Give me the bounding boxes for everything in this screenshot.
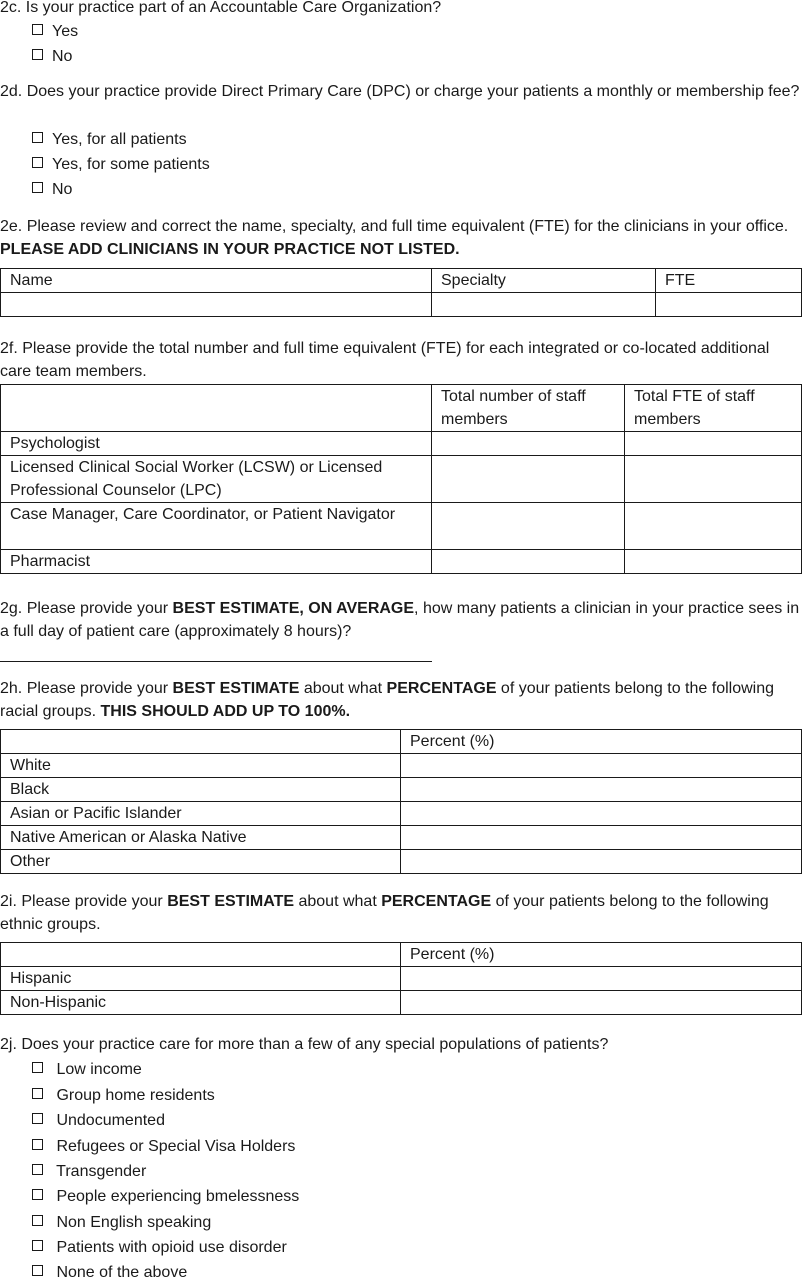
option-2j-transgender[interactable]: Transgender xyxy=(32,1160,146,1184)
percent-cell[interactable] xyxy=(401,850,802,874)
percent-cell[interactable] xyxy=(401,802,802,826)
percent-cell[interactable] xyxy=(401,967,802,991)
column-header: Total number of staff members xyxy=(432,385,625,432)
racial-groups-table xyxy=(0,729,802,874)
table-row xyxy=(1,778,802,802)
row-label: Asian or Pacific Islander xyxy=(1,802,401,826)
option-2j-homelessness[interactable]: People experiencing bmelessness xyxy=(32,1185,299,1209)
clinicians-table xyxy=(0,268,802,317)
option-2d-all[interactable]: Yes, for all patients xyxy=(32,128,187,152)
option-2j-non-english[interactable]: Non English speaking xyxy=(32,1211,211,1235)
option-2c-no[interactable]: No xyxy=(32,45,72,69)
checkbox-icon[interactable] xyxy=(32,182,43,193)
question-2d: 2d. Does your practice provide Direct Primary Care (DPC) or charge your patients a monthly or membership fee? xyxy=(0,83,800,100)
question-2j: 2j. Does your practice care for more than a few of any special populations of patients? xyxy=(0,1036,609,1053)
checkbox-icon[interactable] xyxy=(32,1215,43,1226)
checkbox-icon[interactable] xyxy=(32,1113,43,1124)
checkbox-icon[interactable] xyxy=(32,132,43,143)
staff-fte-cell[interactable] xyxy=(625,432,802,456)
table-row xyxy=(1,293,802,317)
table-header-row xyxy=(1,385,802,432)
percent-cell[interactable] xyxy=(401,826,802,850)
row-label: Non-Hispanic xyxy=(1,991,401,1015)
column-header: Percent (%) xyxy=(401,943,802,967)
row-label: Black xyxy=(1,778,401,802)
staff-count-cell[interactable] xyxy=(432,503,625,550)
staff-fte-cell[interactable] xyxy=(625,503,802,550)
table-row xyxy=(1,991,802,1015)
staff-fte-cell[interactable] xyxy=(625,456,802,503)
staff-count-cell[interactable] xyxy=(432,432,625,456)
row-label: Psychologist xyxy=(1,432,432,456)
question-2c: 2c. Is your practice part of an Accountable Care Organization? xyxy=(0,0,442,16)
question-2i: 2i. Please provide your BEST ESTIMATE about what PERCENTAGE of your patients belong to the following ethnic groups. xyxy=(0,893,769,933)
option-2j-group-home[interactable]: Group home residents xyxy=(32,1084,215,1108)
checkbox-icon[interactable] xyxy=(32,24,43,35)
table-row xyxy=(1,503,802,550)
row-label: Other xyxy=(1,850,401,874)
checkbox-icon[interactable] xyxy=(32,49,43,60)
table-row xyxy=(1,802,802,826)
checkbox-icon[interactable] xyxy=(32,1139,43,1150)
option-2j-none[interactable]: None of the above xyxy=(32,1261,187,1285)
percent-cell[interactable] xyxy=(401,754,802,778)
table-row xyxy=(1,967,802,991)
column-header xyxy=(1,385,432,432)
checkbox-icon[interactable] xyxy=(32,157,43,168)
fte-cell[interactable] xyxy=(656,293,802,317)
table-row xyxy=(1,432,802,456)
staff-fte-cell[interactable] xyxy=(625,550,802,574)
question-2f: 2f. Please provide the total number and full time equivalent (FTE) for each integrated or co-located additional care team members. xyxy=(0,340,770,380)
checkbox-icon[interactable] xyxy=(32,1240,43,1251)
table-row xyxy=(1,550,802,574)
column-header: Name xyxy=(1,269,432,293)
answer-line-2g[interactable] xyxy=(0,661,432,662)
row-label: Native American or Alaska Native xyxy=(1,826,401,850)
name-cell[interactable] xyxy=(1,293,432,317)
table-header-row xyxy=(1,943,802,967)
column-header: Percent (%) xyxy=(401,730,802,754)
row-label: White xyxy=(1,754,401,778)
care-team-table xyxy=(0,384,802,574)
column-header xyxy=(1,730,401,754)
table-row xyxy=(1,456,802,503)
row-label: Licensed Clinical Social Worker (LCSW) or Licensed Professional Counselor (LPC) xyxy=(1,456,432,503)
checkbox-icon[interactable] xyxy=(32,1062,43,1073)
staff-count-cell[interactable] xyxy=(432,456,625,503)
checkbox-icon[interactable] xyxy=(32,1189,43,1200)
option-2c-yes[interactable]: Yes xyxy=(32,20,78,44)
option-2j-refugees[interactable]: Refugees or Special Visa Holders xyxy=(32,1135,295,1159)
checkbox-icon[interactable] xyxy=(32,1164,43,1175)
column-header: Specialty xyxy=(432,269,656,293)
option-2j-opioid[interactable]: Patients with opioid use disorder xyxy=(32,1236,287,1260)
column-header: FTE xyxy=(656,269,802,293)
option-2d-no[interactable]: No xyxy=(32,178,72,202)
ethnic-groups-table xyxy=(0,942,802,1015)
percent-cell[interactable] xyxy=(401,991,802,1015)
option-2d-some[interactable]: Yes, for some patients xyxy=(32,153,210,177)
table-row xyxy=(1,826,802,850)
table-header-row xyxy=(1,730,802,754)
option-2j-undocumented[interactable]: Undocumented xyxy=(32,1109,165,1133)
row-label: Hispanic xyxy=(1,967,401,991)
row-label: Pharmacist xyxy=(1,550,432,574)
question-2h: 2h. Please provide your BEST ESTIMATE about what PERCENTAGE of your patients belong to the following racial groups. THIS SHOULD ADD UP TO 100%. xyxy=(0,680,774,720)
table-row xyxy=(1,754,802,778)
table-row xyxy=(1,850,802,874)
specialty-cell[interactable] xyxy=(432,293,656,317)
question-2g: 2g. Please provide your BEST ESTIMATE, ON AVERAGE, how many patients a clinician in your practice sees in a full day of patient care (approximately 8 hours)? xyxy=(0,600,800,640)
question-2e: 2e. Please review and correct the name, specialty, and full time equivalent (FTE) for the clinicians in your office. PLEASE ADD CLINICIANS IN YOUR PRACTICE NOT LISTED. xyxy=(0,218,789,258)
checkbox-icon[interactable] xyxy=(32,1265,43,1276)
option-2j-low-income[interactable]: Low income xyxy=(32,1058,142,1082)
checkbox-icon[interactable] xyxy=(32,1088,43,1099)
percent-cell[interactable] xyxy=(401,778,802,802)
staff-count-cell[interactable] xyxy=(432,550,625,574)
table-header-row xyxy=(1,269,802,293)
row-label: Case Manager, Care Coordinator, or Patient Navigator xyxy=(1,503,432,550)
column-header xyxy=(1,943,401,967)
column-header: Total FTE of staff members xyxy=(625,385,802,432)
